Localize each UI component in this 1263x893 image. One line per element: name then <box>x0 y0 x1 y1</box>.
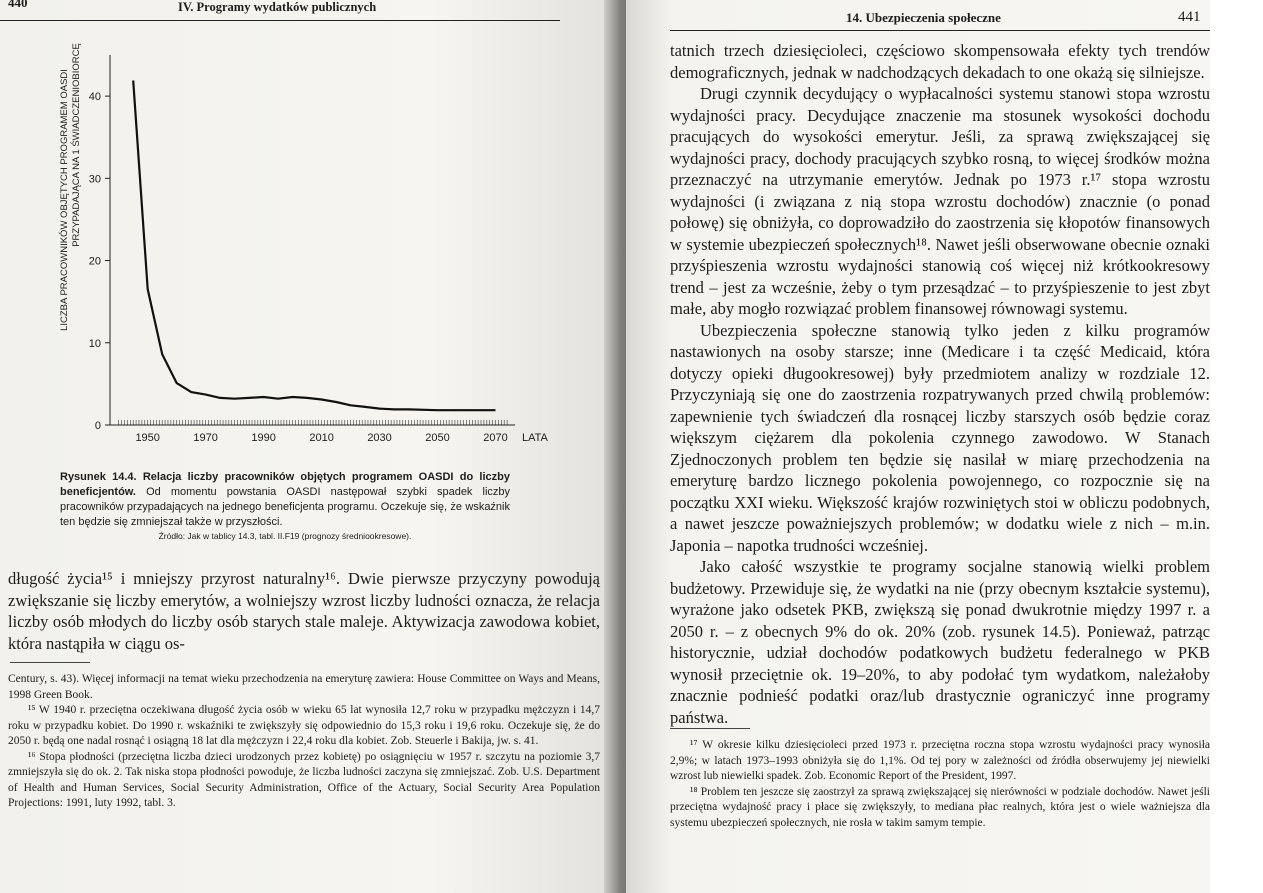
x-tick-label: 2050 <box>425 432 450 444</box>
chart <box>40 40 560 460</box>
x-tick-label: 1950 <box>135 432 160 444</box>
page-number: 441 <box>1178 9 1201 25</box>
footnote: Century, s. 43). Więcej informacji na temat wieku przechodzenia na emeryturę zawiera: House Committee on Ways and Means, 1998 Green Book. <box>8 673 600 701</box>
footnote-rule <box>10 662 90 663</box>
header-rule <box>0 20 560 21</box>
paragraph: Jako całość wszystkie te programy socjalne stanowią wielki problem budżetowy. Przewiduje się, że wydatki na nie (przy obecnym kształcie systemu), wyrażone jako odsetek PKB, zwiększą się ponad dwukrotnie między 1997 r. a 2050 r. – z obecnych 9% do ok. 20% (zob. rysunek 14.5). Ponieważ, patrząc historycznie, udział dochodów podatkowych budżetu federalnego w PKB wynosił przeciętnie ok. 19–20%, to aby podołać tym wydatkom, należałoby znacznie podnieść podatki oraz/lub drastycznie ograniczyć inne programy państwa. <box>670 557 1210 727</box>
left-footnotes <box>8 672 600 812</box>
y-axis-label: LICZBA PRACOWNIKÓW OBJĘTYCH PROGRAMEM OASDI <box>59 69 70 331</box>
caption-title: Relacja liczby pracowników objętych programem OASDI do liczby beneficjentów. <box>60 471 510 498</box>
x-axis-label: LATA <box>522 432 548 444</box>
y-axis-label: PRZYPADAJĄCA NA 1 ŚWIADCZENIOBIORCĘ <box>71 43 82 247</box>
footnote: ¹⁵ W 1940 r. przeciętna oczekiwana długość życia osób w wieku 65 lat wynosiła 12,7 roku w przypadku mężczyzn i 14,7 roku w przypadku kobiet. Do 1990 r. wskaźniki te zwiększyły się odpowiednio do 15,3 roku i 19,6 roku. Oczekuje się, że do 2050 r. będą one nadal rosnąć i osiągną 18 lat dla mężczyzn i 22,4 roku dla kobiet. Zob. Steuerle i Bakija, jw. s. 41. <box>8 704 600 747</box>
footnote: ¹⁶ Stopa płodności (przeciętna liczba dzieci urodzonych przez kobietę) po osiągnięciu w 1957 r. szczytu na poziomie 3,7 zmniejszyła się do ok. 2. Tak niska stopa płodności powoduje, że liczba ludności zaczyna się zmniejszać. Zob. U.S. Department of Health and Human Services, Social Security Administration, Office of the Actuary, Social Security Area Population Projections: 1991, luty 1992, tabl. 3. <box>8 750 600 809</box>
figure-caption <box>60 470 510 542</box>
x-tick-label: 2070 <box>483 432 508 444</box>
paragraph: Ubezpieczenia społeczne stanowią tylko jeden z kilku programów nastawionych na osoby starsze; inne (Medicare i ta część Medicaid, która dotyczy opieki długookresowej) były przedmiotem analizy w rozdziale 12. Przyczyniają się one do zaostrzenia rozpatrywanych przed chwilą problemów: zapewnienie tych świadczeń dla rosnącej liczby starszych osób będzie coraz większym ciężarem dla pokolenia czynnego zawodowo. W Stanach Zjednoczonych problem ten będzie się nasilał w miarę przechodzenia na emeryturę bardzo licznego pokolenia powojennego, co rozpocznie się na początku XXI wieku. Większość krajów rozwiniętych stoi w obliczu podobnych, a nawet jeszcze poważniejszych problemów; w dodatku wiele z nich – m.in. Japonia – napotka trudności wcześniej. <box>670 320 1210 555</box>
y-tick-label: 30 <box>88 173 101 186</box>
right-footnotes <box>670 738 1210 831</box>
left-body <box>8 568 600 654</box>
paragraph: tatnich trzech dziesięcioleci, częściowo skompensowała efekty tych trendów demograficznych, jednak w nadchodzących dekadach to one okażą się silniejsze. <box>670 41 1210 82</box>
y-tick-label: 20 <box>88 255 101 268</box>
footnote: ¹⁷ W okresie kilku dziesięcioleci przed 1973 r. przeciętna roczna stopa wzrostu wydajności pracy wynosiła 2,9%; w latach 1973–1993 obniżyła się do 1,1%. Od tej pory w zależności od źródła obserwujemy jej niewielki wzrost lub niewielki spadek. Zob. Economic Report of the President, 1997. <box>670 739 1210 782</box>
right-page <box>626 0 1210 893</box>
caption-text: Od momentu powstania OASDI następował szybki spadek liczby pracowników przypadających na jednego beneficjenta programu. Oczekuje się, że wskaźnik ten będzie się zmniejszał także w przyszłości. <box>60 486 511 528</box>
y-tick-label: 0 <box>94 420 101 432</box>
x-tick-label: 1970 <box>193 432 218 444</box>
caption-label: Rysunek 14.4. <box>60 471 137 483</box>
caption-source: Źródło: Jak w tablicy 14.3, tabl. II.F19 (prognozy średniookresowe). <box>158 531 412 541</box>
footnote: ¹⁸ Problem ten jeszcze się zaostrzył za sprawą zwiększającej się nierówności w podziale dochodów. Nawet jeśli przeciętna wydajność pracy i płace się zwiększyły, to mediana płac realnych, która jest o wiele ważniejsza dla systemu ubezpieczeń społecznych, nie rosła w takim samym tempie. <box>670 785 1210 829</box>
x-tick-label: 1990 <box>251 432 276 444</box>
x-tick-label: 2030 <box>367 432 392 444</box>
running-head: IV. Programy wydatków publicznych <box>178 0 377 14</box>
series-line <box>133 81 495 411</box>
header-rule <box>670 30 1210 31</box>
paragraph: długość życia¹⁵ i mniejszy przyrost naturalny¹⁶. Dwie pierwsze przyczyny powodują zwiększanie się liczby emerytów, a wolniejszy wzrost liczby ludności oznacza, że relacja liczby osób młodych do liczby osób starych stale maleje. Aktywizacja zawodowa kobiet, która nastąpiła w ciągu os- <box>8 569 600 653</box>
y-tick-label: 10 <box>88 337 101 350</box>
x-tick-label: 2010 <box>309 432 334 444</box>
running-head: 14. Ubezpieczenia społeczne <box>846 10 1001 25</box>
paragraph: Drugi czynnik decydujący o wypłacalności systemu stanowi stopa wzrostu wydajności pracy. Decydujące znaczenie ma stosunek wysokości dochodu pracujących do wysokości emerytur. Jeśli, za sprawą zwiększającej się wydajności pracy, dochody pracujących szybko rosną, to więcej środków można przeznaczyć na utrzymanie emerytów. Jednak po 1973 r.¹⁷ stopa wzrostu wydajności (i związana z nią stopa wzrostu dochodów) znacznie (o ponad połowę) się obniżyła, co doprowadziło do zaostrzenia się kłopotów finansowych w systemie ubezpieczeń społecznych¹⁸. Nawet jeśli obserwowane obecnie oznaki przyśpieszenia wzrostu wydajności stanowią coś więcej niż krótkookresowy trend – jest za wcześnie, żeby o tym przesądzać – to przyśpieszenie to jest zbyt małe, aby mogło rozwiązać problem finansowej równowagi systemu. <box>670 84 1210 318</box>
chart-svg <box>40 40 560 460</box>
right-body <box>670 40 1210 728</box>
page-number: 440 <box>8 0 28 10</box>
footnote-rule <box>670 728 750 729</box>
y-tick-label: 40 <box>88 91 101 104</box>
left-page <box>0 0 618 893</box>
